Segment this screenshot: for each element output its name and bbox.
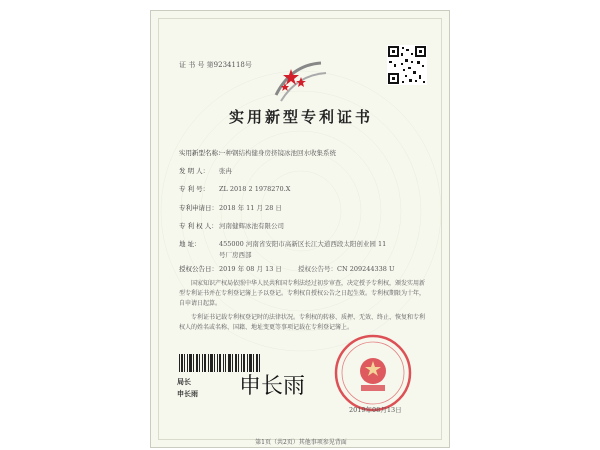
certificate-title: 实用新型专利证书: [228, 108, 373, 126]
field-patentee: [179, 222, 284, 231]
certificate-paragraph-2: 专利证书记载专利权登记时的法律状况。专利权的转移、质押、无效、终止、恢复和专利权人的姓名或名称、国籍、地址变更等事项记载在专利登记簿上。: [179, 314, 426, 331]
field-label: 专 利 号：: [179, 185, 210, 193]
field-application-date: [179, 204, 282, 213]
field-utility-model-name: [179, 149, 336, 158]
authority-name: 申长雨: [177, 389, 198, 398]
field-label: 实用新型名称：: [179, 149, 225, 157]
certificate-footer: 第1页（共2页）其他事项参见背面: [255, 439, 347, 446]
grant-publication-number: 授权公告号：CN 209244338 U: [298, 265, 395, 273]
field-value: 455000 河南省安阳市高新区长江大道西段太阳创业园 11: [219, 240, 387, 248]
authority-title: 局长: [177, 377, 191, 386]
field-label: 专利申请日：: [179, 204, 218, 212]
certificate-number: 证 书 号 第9234118号: [179, 61, 252, 69]
field-inventor: [179, 167, 232, 176]
field-value: 2018 年 11 月 28 日: [219, 204, 282, 212]
field-label: 授权公告日：: [179, 265, 218, 273]
field-label: 发 明 人：: [179, 167, 210, 175]
official-seal-icon: [333, 333, 413, 413]
field-address-continued: 号厂房西部: [219, 251, 252, 259]
certificate-paragraph-1: 国家知识产权局依照中华人民共和国专利法经过初步审查，决定授予专利权，颁发实用新型专利证书并在专利登记簿上予以登记。专利权自授权公告之日起生效。专利权期限为十年，自申请日起算。: [179, 280, 426, 307]
field-patent-number: [179, 185, 290, 194]
field-address: [179, 240, 386, 249]
seal-date: 2019年08月13日: [349, 406, 402, 414]
field-value: ZL 2018 2 1978270.X: [219, 185, 291, 193]
field-value: 2019 年 08 月 13 日: [219, 265, 282, 273]
director-signature: 申长雨: [239, 374, 306, 399]
patent-certificate: [150, 10, 450, 448]
field-value: 河南健辉冰池有限公司: [219, 222, 284, 230]
field-label: 地 址：: [179, 240, 201, 248]
field-value: 一种钢结构健身房挤镜冰池回水收集系统: [219, 149, 336, 157]
field-grant-date: [179, 265, 395, 274]
qr-code: [387, 45, 427, 85]
field-value: 张冉: [219, 167, 232, 175]
field-label: 专 利 权 人：: [179, 222, 218, 230]
cnipa-logo-icon: [271, 55, 331, 105]
